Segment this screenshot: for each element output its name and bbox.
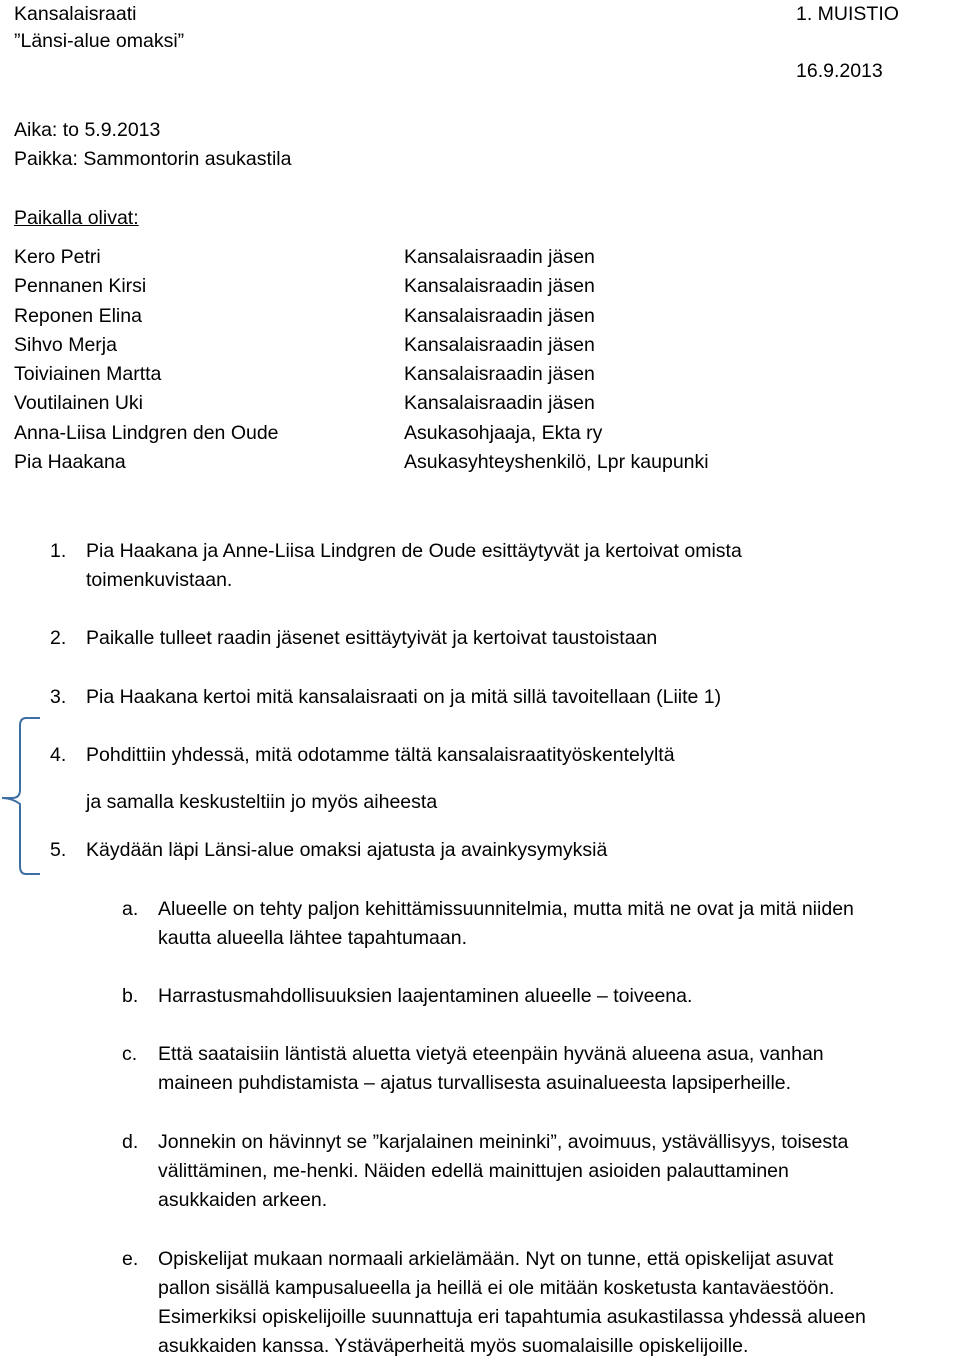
subitem-text: asukkaiden kanssa. Ystäväperheitä myös suomalaisille opiskelijoille. [158, 1335, 749, 1357]
attendee-role: Kansalaisraadin jäsen [404, 392, 595, 415]
item-text: Pia Haakana kertoi mitä kansalaisraati on ja mitä sillä tavoitellaan (Liite 1) [86, 686, 722, 708]
meeting-time: Aika: to 5.9.2013 [14, 119, 161, 141]
meeting-place: Paikka: Sammontorin asukastila [14, 148, 292, 170]
subitem-letter: b. [122, 985, 139, 1007]
subitem-text: Opiskelijat mukaan normaali arkielämään. Nyt on tunne, että opiskelijat asuvat [158, 1248, 834, 1270]
item-number: 2. [50, 627, 67, 649]
attendees-heading: Paikalla olivat: [14, 207, 139, 229]
doc-title: 1. MUISTIO [796, 3, 899, 25]
item-text: Paikalle tulleet raadin jäsenet esittäytyivät ja kertoivat taustoistaan [86, 627, 658, 649]
attendee-role: Asukasohjaaja, Ekta ry [404, 421, 603, 444]
item-number: 1. [50, 540, 67, 562]
subitem-letter: d. [122, 1131, 139, 1153]
item-number: 5. [50, 839, 67, 861]
subitem-text: kautta alueella lähtee tapahtumaan. [158, 927, 467, 949]
subitem-letter: e. [122, 1248, 139, 1270]
subitem-text: maineen puhdistamista – ajatus turvallisesta asuinalueesta lapsiperheille. [158, 1072, 792, 1094]
item-number: 4. [50, 744, 67, 766]
subitem-text: pallon sisällä kampusalueella ja heillä ei ole mitään kosketusta kantaväestöön. [158, 1277, 835, 1299]
curly-brace-icon [0, 712, 44, 880]
subitem-text: välittäminen, me-henki. Näiden edellä mainittujen asioiden palauttaminen [158, 1160, 789, 1182]
subitem-letter: a. [122, 898, 139, 920]
attendee-name: Toiviainen Martta [14, 363, 162, 386]
attendee-roles [404, 243, 709, 477]
header-project: ”Länsi-alue omaksi” [14, 30, 185, 52]
subitem-text: asukkaiden arkeen. [158, 1189, 328, 1211]
attendee-role: Kansalaisraadin jäsen [404, 304, 595, 327]
subitem-text: Että saataisiin läntistä aluetta vietyä eteenpäin hyvänä alueena asua, vanhan [158, 1043, 824, 1065]
subitem-letter: c. [122, 1043, 138, 1065]
attendee-list [14, 243, 279, 477]
item-text: toimenkuvistaan. [86, 569, 233, 591]
attendee-name: Pia Haakana [14, 451, 126, 474]
attendee-name: Voutilainen Uki [14, 392, 143, 415]
header-org: Kansalaisraati [14, 3, 137, 25]
subitem-text: Harrastusmahdollisuuksien laajentaminen alueelle – toiveena. [158, 985, 693, 1007]
attendee-name: Anna-Liisa Lindgren den Oude [14, 421, 279, 444]
attendee-role: Asukasyhteyshenkilö, Lpr kaupunki [404, 451, 709, 474]
attendee-role: Kansalaisraadin jäsen [404, 246, 595, 268]
subitem-text: Esimerkiksi opiskelijoille suunnattuja eri tapahtumia asukastilassa yhdessä alueen [158, 1306, 866, 1328]
attendee-role: Kansalaisraadin jäsen [404, 333, 595, 356]
subitem-text: Alueelle on tehty paljon kehittämissuunnitelmia, mutta mitä ne ovat ja mitä niiden [158, 898, 854, 920]
attendee-role: Kansalaisraadin jäsen [404, 363, 595, 386]
attendee-name: Reponen Elina [14, 304, 142, 327]
attendee-name: Sihvo Merja [14, 333, 117, 356]
item-text: Pia Haakana ja Anne-Liisa Lindgren de Oude esittäytyvät ja kertoivat omista [86, 540, 742, 562]
item-number: 3. [50, 686, 67, 708]
subitem-text: Jonnekin on hävinnyt se ”karjalainen meininki”, avoimuus, ystävällisyys, toisesta [158, 1131, 849, 1153]
attendee-name: Kero Petri [14, 246, 101, 268]
attendee-name: Pennanen Kirsi [14, 275, 147, 298]
item-text: Käydään läpi Länsi-alue omaksi ajatusta ja avainkysymyksiä [86, 839, 608, 861]
item-text: Pohdittiin yhdessä, mitä odotamme tältä kansalaisraatityöskentelyltä [86, 744, 675, 766]
item-text: ja samalla keskusteltiin jo myös aiheesta [86, 791, 438, 813]
attendee-role: Kansalaisraadin jäsen [404, 275, 595, 298]
doc-date: 16.9.2013 [796, 60, 883, 82]
